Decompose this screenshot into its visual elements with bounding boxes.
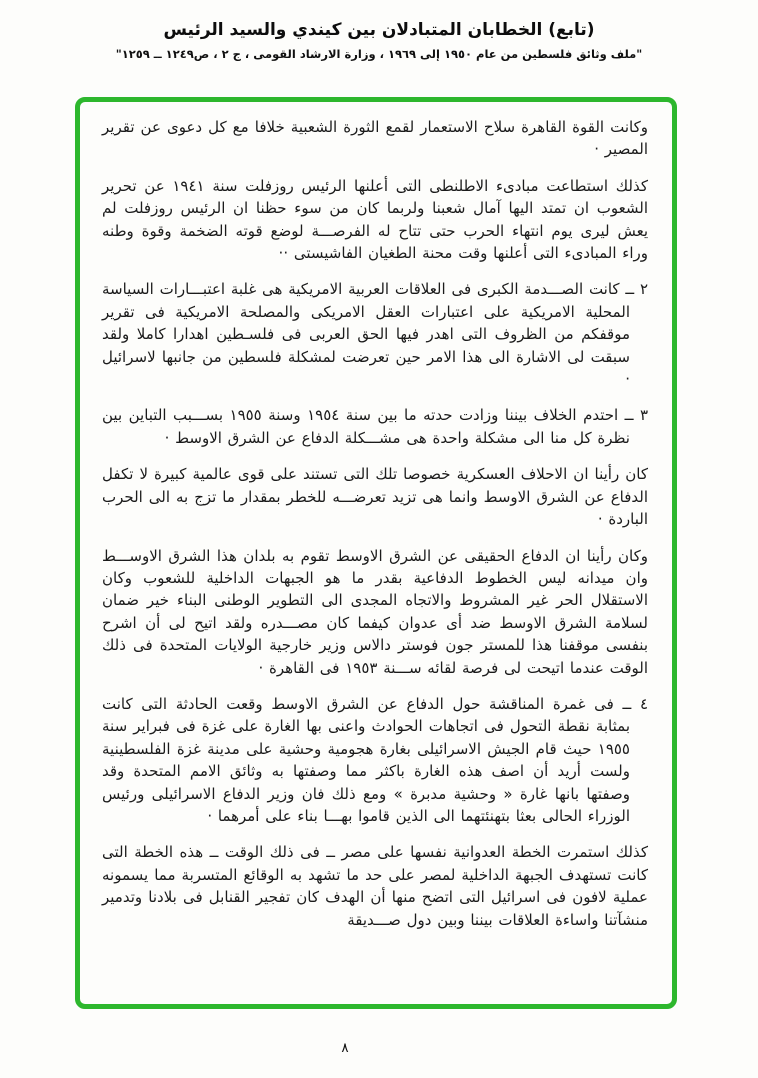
document-body-text: [102, 116, 648, 945]
paragraph-middle-east-defense: وكان رأينا ان الدفاع الحقيقى عن الشرق الاوسط تقوم به بلدان هذا الشرق الاوســـط وان ميدانه ليس الخطوط الدفاعية بقدر ما هو الجبهات الداخلية للشعوب وكان الاستقلال الحر غير المشروط والاتجاه المجدى الى التطوير الوطنى البناء خير ضمان لسلامة الشرق الاوسط ضد أى عدوان كيفما كان مصـــدره ولقد اتيح لى أن اشرح بنفسى موقفنا هذا للمستر جون فوستر دالاس وزير خارجية الولايات المتحدة فى ذلك الوقت عندما اتيحت لى فرصة لقائه ســـنة ١٩٥٣ فى القاهرة ·: [102, 546, 648, 677]
paragraph-military-pacts: كان رأينا ان الاحلاف العسكرية خصوصا تلك التى تستند على قوى عالمية كبيرة لا تكفل الدفاع عن الشرق الاوسط وانما هى تزيد تعرضـــه للخطر بمقدار ما تزج به الى الحرب الباردة ·: [102, 465, 648, 529]
paragraph-atlantic-principles: كذلك استطاعت مبادىء الاطلنطى التى أعلنها الرئيس روزفلت سنة ١٩٤١ عن تحرير الشعوب ان تمتد اليها آمال شعبنا ولربما كان من سوء حظنا ان الرئيس روزفلت لم يعش ليرى يوم انتهاء الحرب حتى تتاح له الفرصـــة لوضع قوته الضخمة وقوة وطنه وراء المبادىء التى أعلنها وقت محنة الطغيان الفاشيستى ··: [102, 176, 648, 263]
page-number: ٨: [341, 1040, 349, 1056]
paragraph-lavon-affair: كذلك استمرت الخطة العدوانية نفسها على مصر ــ فى ذلك الوقت ــ هذه الخطة التى كانت تستهدف الجبهة الداخلية لمصر على حد ما تشهد به الوقائع المتسربة مما يسمونه عملية لافون فى اسرائيل التى اتضح منها أن الهدف كان تفجير القنابل فى بلادنا وتدمير منشآتنا واساءة العلاقات بيننا وبين دول صـــديقة: [102, 843, 648, 929]
document-source-citation: "ملف وثائق فلسطين من عام ١٩٥٠ إلى ١٩٦٩ ، وزارة الارشاد القومى ، ج ٢ ، ص١٢٤٩ ــ ١٢٥٩": [115, 47, 643, 61]
paragraph-item-4: ٤ ــ فى غمرة المناقشة حول الدفاع عن الشرق الاوسط وقعت الحادثة التى كانت بمثابة نقطة التحول فى اتجاهات الحوادث واعنى بها الغارة على غزة فى فبراير سنة ١٩٥٥ حيث قام الجيش الاسرائيلى بغارة هجومية وحشية على مدينة غزة الفلسطينية ولست أريد أن اصف هذه الغارة باكثر مما وصفتها به وثائق الامم المتحدة وقد وصفتها بانها غارة « وحشية مدبرة » ومع ذلك فان وزير الدفاع الاسرائيلى ورئيس الوزراء الحالى بعثا بتهنئتهما الى الذين قاموا بهـــا بناء على أمرهما ·: [102, 694, 648, 825]
paragraph-item-3: ٣ ــ احتدم الخلاف بيننا وزادت حدته ما بين سنة ١٩٥٤ وسنة ١٩٥٥ بســـبب التباين بين نظرة كل منا الى مشكلة واحدة هى مشـــكلة الدفاع عن الشرق الاوسط ·: [102, 406, 649, 447]
content-border-box: [75, 97, 677, 1009]
document-title: (تابع) الخطابان المتبادلان بين كيندي والسيد الرئيس: [163, 20, 595, 40]
paragraph-item-2: ٢ ــ كانت الصـــدمة الكبرى فى العلاقات العربية الامريكية هى غلبة اعتبـــارات السياسة المحلية الامريكية على اعتبارات العقل الامريكى والمصلحة الامريكية فى تقرير موقفكم من الظروف التى اهدر فيها الحق العربى فى فلسـطين اهدارا كاملا ولقد سبقت لى الاشارة الى هذا الامر حين تعرضت لمشكلة فلسطين من جانبها لاسرائيل ·: [102, 280, 648, 389]
document-header: [0, 20, 758, 61]
paragraph-intro-force: وكانت القوة القاهرة سلاح الاستعمار لقمع الثورة الشعبية خلافا مع كل دعوى عن تقرير المصير ·: [102, 118, 648, 159]
